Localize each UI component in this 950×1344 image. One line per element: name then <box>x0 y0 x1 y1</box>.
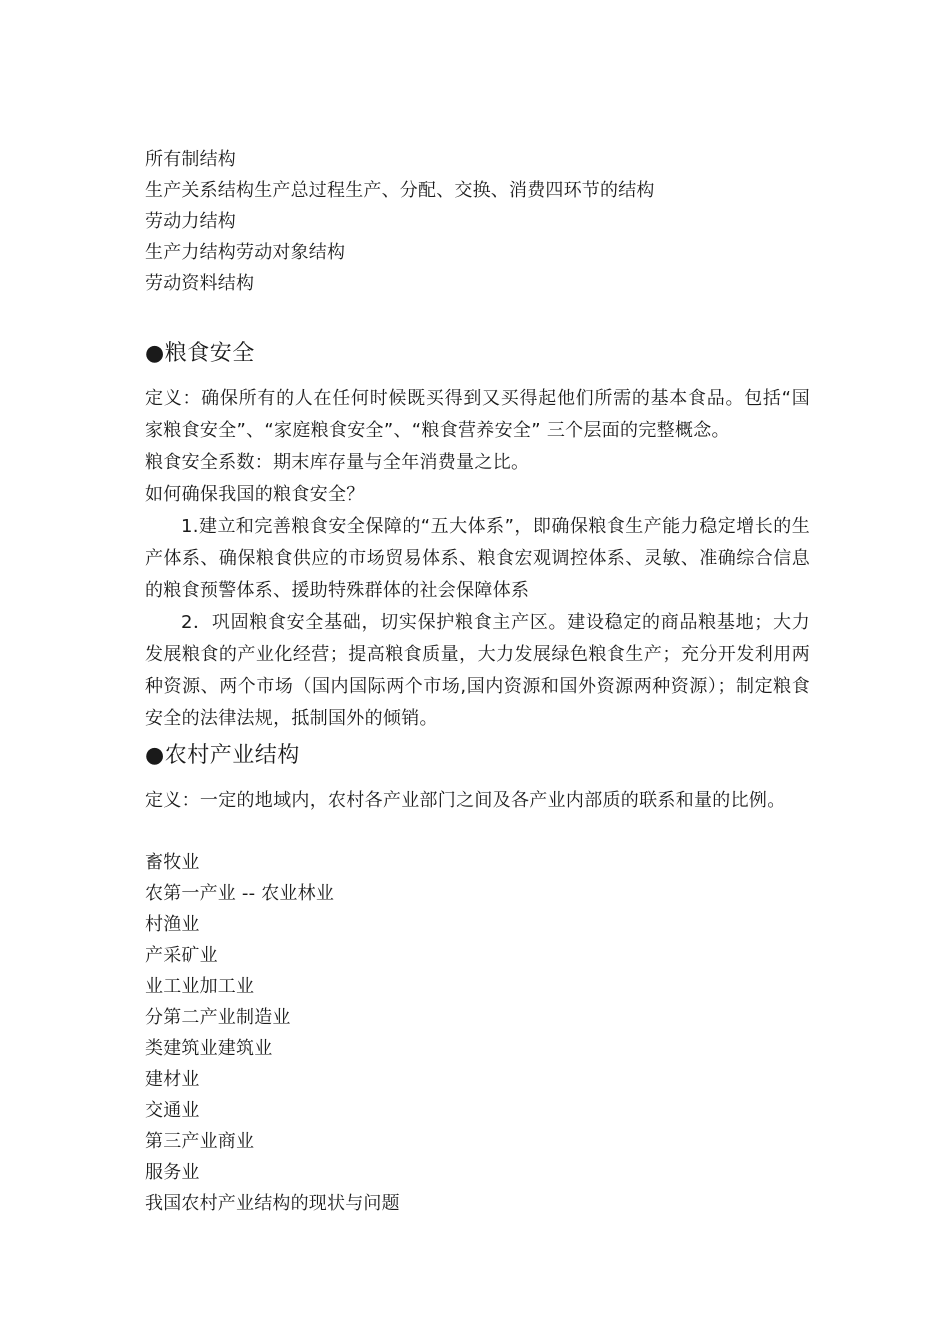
list-item: 第三产业商业 <box>145 1131 255 1152</box>
list-item: 服务业 <box>145 1162 200 1183</box>
food-security-coefficient: 粮食安全系数：期末库存量与全年消费量之比。 <box>145 452 530 473</box>
list-item: 所有制结构 <box>145 149 236 170</box>
list-item: 产采矿业 <box>145 945 218 966</box>
list-item: 劳动资料结构 <box>145 273 255 294</box>
list-item: 畜牧业 <box>145 852 200 873</box>
section-heading-rural-industry: ●农村产业结构 <box>145 743 300 768</box>
list-item: 村渔业 <box>145 914 200 935</box>
section-heading-food-security: ●粮食安全 <box>145 341 255 366</box>
food-security-point-2: 2．巩固粮食安全基础，切实保护粮食主产区。建设稳定的商品粮基地；大力发展粮食的产业化经营；提高粮食质量，大力发展绿色粮食生产；充分开发利用两种资源、两个市场（国内国际两个市场,国内资源和国外资源两种资源）；制定粮食安全的法律法规，抵制国外的倾销。 <box>145 612 810 729</box>
list-item: 交通业 <box>145 1100 200 1121</box>
list-item: 我国农村产业结构的现状与问题 <box>145 1193 400 1214</box>
list-item: 类建筑业建筑业 <box>145 1038 273 1059</box>
structure-list <box>145 144 810 299</box>
food-security-question: 如何确保我国的粮食安全？ <box>145 484 365 505</box>
list-item: 生产力结构劳动对象结构 <box>145 242 346 263</box>
food-security-point-1: 1.建立和完善粮食安全保障的“五大体系”，即确保粮食生产能力稳定增长的生产体系、确保粮食供应的市场贸易体系、粮食宏观调控体系、灵敏、准确综合信息的粮食预警体系、援助特殊群体的社会保障体系 <box>145 516 810 601</box>
document-page <box>145 144 810 1219</box>
list-item: 劳动力结构 <box>145 211 236 232</box>
list-item: 分第二产业制造业 <box>145 1007 291 1028</box>
food-security-definition: 定义：确保所有的人在任何时候既买得到又买得起他们所需的基本食品。包括“国家粮食安全”、“家庭粮食安全”、“粮食营养安全” 三个层面的完整概念。 <box>145 388 810 441</box>
list-item: 业工业加工业 <box>145 976 255 997</box>
list-item: 农第一产业 -- 农业林业 <box>145 883 335 904</box>
rural-industry-definition: 定义：一定的地域内，农村各产业部门之间及各产业内部质的联系和量的比例。 <box>145 790 786 811</box>
industry-list <box>145 847 810 1219</box>
blank-line <box>145 817 810 847</box>
list-item: 建材业 <box>145 1069 200 1090</box>
list-item: 生产关系结构生产总过程生产、分配、交换、消费四环节的结构 <box>145 180 655 201</box>
